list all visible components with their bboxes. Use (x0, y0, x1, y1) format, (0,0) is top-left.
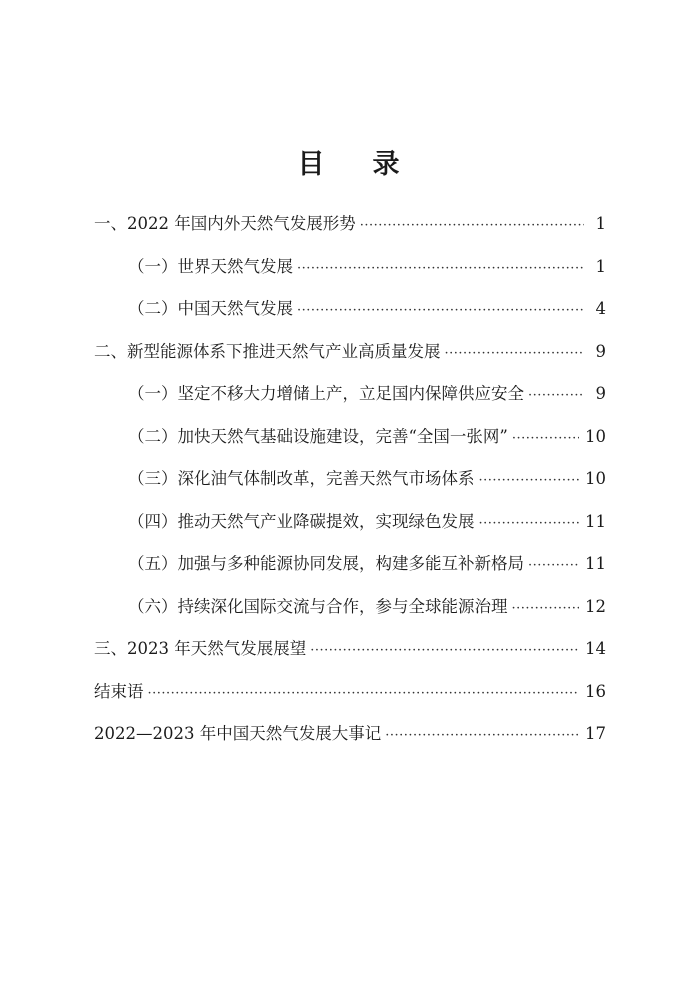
toc-page-number: 11 (585, 554, 606, 573)
toc-leader-dots (528, 378, 584, 414)
toc-subentry (94, 291, 606, 334)
toc-page-number: 12 (585, 596, 606, 616)
toc-leader-dots (310, 633, 579, 669)
toc-entry-label: 二、新型能源体系下推进天然气产业高质量发展 (94, 341, 441, 361)
toc-page-number: 14 (585, 639, 606, 658)
toc-entry-label: 2022—2023 年中国天然气发展大事记 (94, 724, 382, 743)
toc-leader-dots (512, 591, 580, 627)
toc-leader-dots (528, 548, 579, 584)
toc-subentry (94, 589, 606, 632)
toc-leader-dots (479, 463, 580, 499)
toc-entry-label: （一）坚定不移大力增储上产，立足国内保障供应安全 (128, 384, 524, 403)
toc-entry (94, 206, 606, 249)
toc-leader-dots (297, 251, 584, 287)
toc-leader-dots (148, 676, 580, 712)
toc-leader-dots (297, 293, 584, 329)
toc-entry-label: 结束语 (94, 681, 144, 701)
toc-subentry (94, 376, 606, 419)
table-of-contents (94, 206, 606, 759)
title-char-2: 录 (372, 149, 402, 180)
toc-entry-label: （一）世界天然气发展 (128, 256, 293, 276)
toc-entry-label: （五）加强与多种能源协同发展，构建多能互补新格局 (128, 554, 524, 573)
toc-entry-label: （二）中国天然气发展 (128, 299, 293, 318)
toc-subentry (94, 461, 606, 504)
toc-leader-dots (479, 506, 580, 542)
toc-entry (94, 631, 606, 674)
toc-entry (94, 716, 606, 759)
toc-entry (94, 674, 606, 717)
toc-page-number: 1 (595, 214, 606, 233)
toc-entry-label: （四）推动天然气产业降碳提效，实现绿色发展 (128, 511, 475, 531)
title-char-1: 目 (297, 149, 327, 180)
toc-page-number: 11 (585, 511, 606, 531)
toc-page-number: 10 (585, 426, 606, 446)
toc-leader-dots (360, 208, 584, 244)
toc-entry-label: 一、2022 年国内外天然气发展形势 (94, 214, 356, 233)
toc-subentry (94, 504, 606, 547)
toc-subentry (94, 249, 606, 292)
toc-page-number: 17 (585, 724, 606, 743)
toc-page-number: 1 (595, 256, 606, 276)
toc-leader-dots (445, 336, 585, 372)
toc-entry-label: （六）持续深化国际交流与合作，参与全球能源治理 (128, 596, 508, 616)
toc-page-number: 4 (595, 299, 606, 318)
toc-entry (94, 334, 606, 377)
toc-leader-dots (385, 718, 579, 754)
toc-page-number: 9 (595, 341, 606, 361)
toc-subentry (94, 419, 606, 462)
toc-entry-label: 三、2023 年天然气发展展望 (94, 639, 307, 658)
toc-leader-dots (512, 421, 579, 457)
toc-entry-label: （二）加快天然气基础设施建设，完善“全国一张网” (128, 426, 508, 446)
toc-subentry (94, 546, 606, 589)
page-title (0, 142, 699, 181)
toc-page-number: 9 (595, 384, 606, 403)
toc-page-number: 10 (585, 469, 606, 488)
toc-entry-label: （三）深化油气体制改革，完善天然气市场体系 (128, 469, 475, 488)
toc-page-number: 16 (585, 681, 606, 701)
